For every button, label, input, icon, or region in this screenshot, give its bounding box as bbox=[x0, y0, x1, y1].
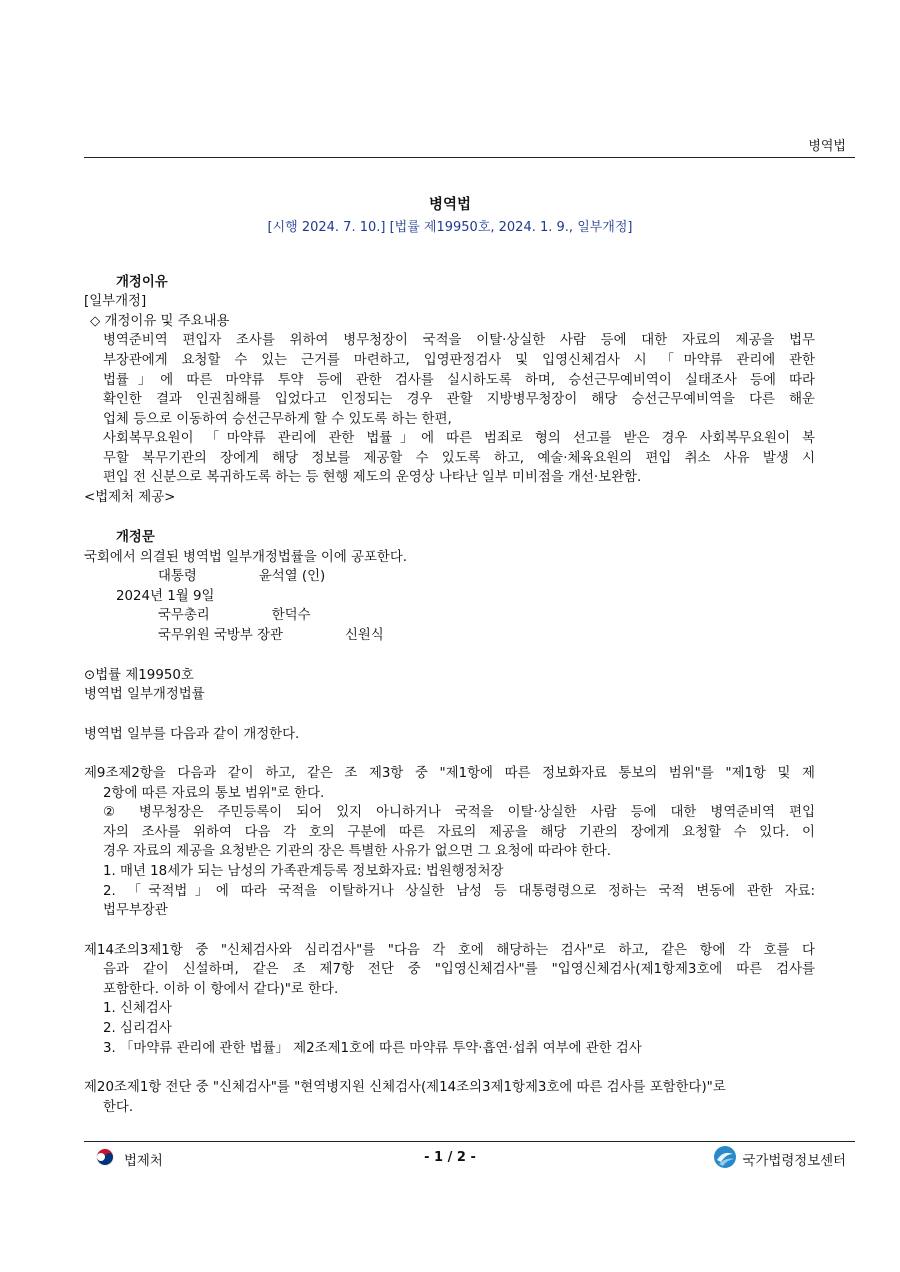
promulgation-intro: 국회에서 의결된 병역법 일부개정법률을 이에 공포한다. bbox=[84, 550, 408, 565]
article9-item: 1. 매년 18세가 되는 남성의 가족관계등록 정보화자료: 법원행정처장 bbox=[103, 864, 504, 879]
pm-title: 국무총리 bbox=[158, 608, 210, 623]
footer-center-name: 국가법령정보센터 bbox=[742, 1153, 846, 1169]
header-rule bbox=[84, 157, 855, 158]
reason-line: 확인한 결과 인권침해를 입었다고 인정되는 경우 관할 지방병무청장이 해당 승선근무예비역을 다른 해운 bbox=[103, 392, 815, 407]
reason-line: 부장관에게 요청할 수 있는 근거를 마련하고, 입영판정검사 및 입영신체검사 시 「마약류 관리에 관한 bbox=[103, 353, 815, 368]
pm-name: 한덕수 bbox=[271, 608, 311, 623]
president-signature bbox=[158, 568, 889, 586]
reason-line: 병역준비역 편입자 조사를 위하여 병무청장이 국적을 이탈·상실한 사람 등에 대한 자료의 제공을 법무 bbox=[103, 333, 815, 348]
article14-line: 음과 같이 신설하며, 같은 조 제7항 전단 중 "입영신체검사"를 "입영신체검사(제1항제3호에 따른 검사를 bbox=[103, 962, 815, 977]
reason-subheading: ◇ 개정이유 및 주요내용 bbox=[90, 314, 230, 329]
minister-title: 국무위원 국방부 장관 bbox=[158, 628, 283, 643]
article14-item: 2. 심리검사 bbox=[103, 1021, 172, 1036]
reason-line: 무할 복무기관의 장에게 해당 정보를 제공할 수 있도록 하고, 예술·체육요원의 편입 취소 사유 발생 시 bbox=[103, 451, 815, 466]
reason-source: <법제처 제공> bbox=[84, 490, 176, 505]
law-title: 병역법 bbox=[428, 197, 472, 213]
article9-line: 2항에 따른 자료의 통보 범위"로 한다. bbox=[103, 786, 325, 801]
article14-line: 제14조의3제1항 중 "신체검사와 심리검사"를 "다음 각 호에 해당하는 검사"로 하고, 같은 항에 각 호를 다 bbox=[84, 943, 815, 958]
article9-item: 법무부장관 bbox=[103, 903, 168, 918]
article20-line: 한다. bbox=[103, 1100, 134, 1115]
president-name: 윤석열 (인) bbox=[258, 569, 326, 584]
article9-item: 2. 「국적법」에 따라 국적을 이탈하거나 상실한 남성 등 대통령령으로 정하는 국적 변동에 관한 자료: bbox=[103, 884, 815, 899]
text-heading: 개정문 bbox=[116, 530, 155, 545]
reason-line: 법률」에 따른 마약류 투약 등에 관한 검사를 실시하도록 하며, 승선근무예비역이 실태조사 등에 따라 bbox=[103, 373, 815, 388]
minister-name: 신원식 bbox=[344, 628, 384, 643]
article9-para2-line: ② 병무청장은 주민등록이 되어 있지 아니하거나 국적을 이탈·상실한 사람 등에 대한 병역준비역 편입 bbox=[103, 805, 815, 820]
article9-line: 제9조제2항을 다음과 같이 하고, 같은 조 제3항 중 "제1항에 따른 정보화자료 통보의 범위"를 "제1항 및 제 bbox=[84, 766, 815, 781]
article9-para2-line: 경우 자료의 제공을 요청받은 기관의 장은 특별한 사유가 없으면 그 요청에 따라야 한다. bbox=[103, 844, 612, 859]
law-center-logo-icon bbox=[713, 1145, 737, 1173]
footer-agency: 법제처 bbox=[124, 1153, 163, 1169]
footer-right bbox=[713, 1145, 846, 1173]
reason-heading: 개정이유 bbox=[116, 275, 168, 290]
amendment-title: 병역법 일부개정법률 bbox=[84, 687, 205, 702]
article14-item: 1. 신체검사 bbox=[103, 1001, 172, 1016]
page-number: - 1 / 2 - bbox=[424, 1150, 476, 1165]
footer-rule bbox=[84, 1141, 855, 1142]
header-doc-name: 병역법 bbox=[808, 139, 846, 154]
reason-line: 사회복무요원이 「마약류 관리에 관한 법률」에 따른 범죄로 형의 선고를 받은 경우 사회복무요원이 복 bbox=[103, 431, 815, 446]
amendment-intro: 병역법 일부를 다음과 같이 개정한다. bbox=[84, 727, 300, 742]
reason-type: [일부개정] bbox=[84, 294, 147, 309]
article14-line: 포함한다. 이하 이 항에서 같다)"로 한다. bbox=[103, 982, 339, 997]
article20-line: 제20조제1항 전단 중 "신체검사"를 "현역병지원 신체검사(제14조의3제1항제3호에 따른 검사를 포함한다)"로 bbox=[84, 1080, 726, 1095]
law-meta: [시행 2024. 7. 10.] [법률 제19950호, 2024. 1. 9., 일부개정] bbox=[267, 220, 633, 235]
minister-signature bbox=[158, 627, 889, 645]
article9-para2-line: 자의 조사를 위하여 다음 각 호의 구분에 따른 자료의 제공을 해당 기관의 장에게 요청할 수 있다. 이 bbox=[103, 825, 815, 840]
article14-item: 3. 「마약류 관리에 관한 법률」 제2조제1호에 따른 마약류 투약·흡연·섭취 여부에 관한 검사 bbox=[103, 1041, 642, 1056]
promulgation-date: 2024년 1월 9일 bbox=[116, 589, 215, 604]
reason-line: 업체 등으로 이동하여 승선근무하게 할 수 있도록 하는 한편, bbox=[103, 412, 452, 427]
president-title: 대통령 bbox=[158, 569, 197, 584]
law-number: ⊙법률 제19950호 bbox=[84, 668, 194, 683]
reason-line: 편입 전 신분으로 복귀하도록 하는 등 현행 제도의 운영상 나타난 일부 미비점을 개선·보완함. bbox=[103, 470, 642, 485]
pm-signature bbox=[158, 607, 889, 625]
